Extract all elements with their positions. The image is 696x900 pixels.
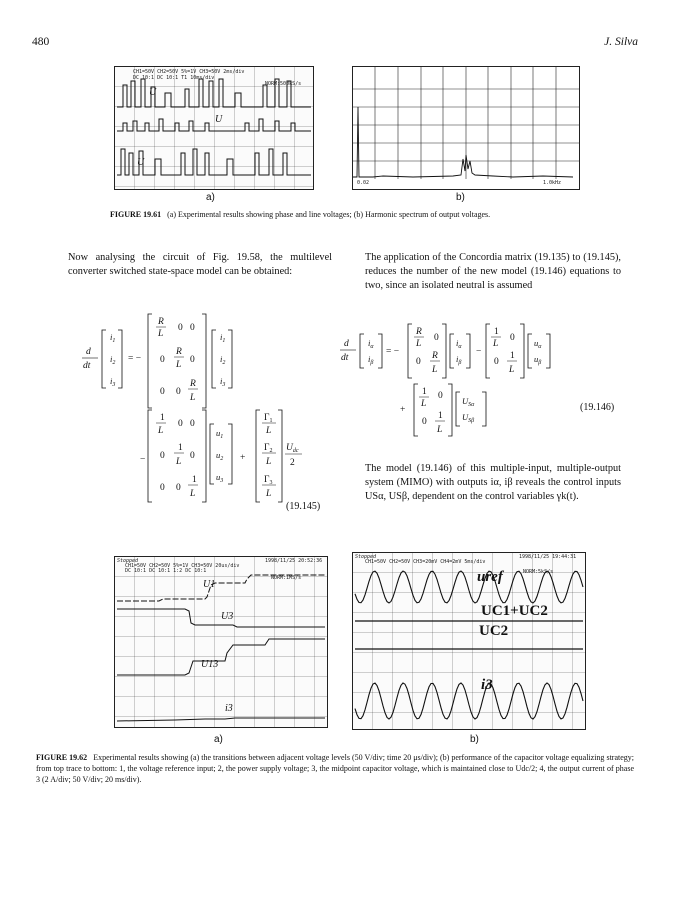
svg-text:1: 1 xyxy=(494,327,499,337)
svg-text:uα: $u_\alpha$ xyxy=(534,338,542,350)
fig62-label-b: b) xyxy=(470,734,479,745)
fig61b-plot xyxy=(353,67,579,189)
fig61-caption-text: (a) Experimental results showing phase and line voltages; (b) Harmonic spectrum of output voltages. xyxy=(167,210,491,219)
fig61b-right-tick: 1.0kHz xyxy=(543,180,562,186)
eq-19-145-number: (19.145) xyxy=(286,501,321,512)
svg-text:R: R xyxy=(432,351,438,361)
svg-text:Γ2: $\Gamma_2$ xyxy=(264,443,273,454)
svg-text:0: 0 xyxy=(190,451,195,461)
svg-text:0: 0 xyxy=(190,355,195,365)
fig62b-label-uc2: UC2 xyxy=(479,623,509,639)
svg-text:L: L xyxy=(190,489,196,499)
fig62b-header: CH1=50V CH2=50V CH3=20mV CH4=2mV 5ms/div xyxy=(365,559,486,565)
fig61a-traces xyxy=(115,67,313,189)
svg-text:0: 0 xyxy=(416,357,421,367)
fig61-spectrum xyxy=(352,66,580,190)
fig61-label-a: a) xyxy=(206,192,215,203)
svg-text:1: 1 xyxy=(438,411,443,421)
svg-text:uβ: $u_\beta$ xyxy=(534,354,542,366)
svg-text:0: 0 xyxy=(434,333,439,343)
svg-text:d: d xyxy=(344,339,349,349)
fig62-caption xyxy=(36,752,634,785)
svg-text:1: 1 xyxy=(422,387,427,397)
svg-text:−: − xyxy=(476,347,482,357)
svg-text:0: 0 xyxy=(190,323,195,333)
svg-text:0: 0 xyxy=(190,419,195,429)
svg-text:L: L xyxy=(416,339,422,349)
svg-text:0: 0 xyxy=(438,391,443,401)
svg-text:i2: $i_2$ xyxy=(110,354,116,366)
fig62a-status: Stopped xyxy=(117,558,139,564)
svg-text:+: + xyxy=(400,405,406,415)
svg-text:L: L xyxy=(437,425,443,435)
svg-text:1: 1 xyxy=(192,475,197,485)
svg-text:L: L xyxy=(493,339,499,349)
fig62b-traces xyxy=(353,553,585,729)
fig61a-label-3: U xyxy=(137,157,145,168)
svg-text:0: 0 xyxy=(176,483,181,493)
equation-19-145 xyxy=(80,312,342,512)
fig62b-date: 1998/11/25 19:44:31 xyxy=(519,554,577,560)
svg-text:0: 0 xyxy=(178,323,183,333)
fig62a-label-u13: U13 xyxy=(201,659,219,670)
fig61a-mode: NORM:500kS/s xyxy=(265,81,302,87)
fig62a-mode: NORM:1MS/s xyxy=(271,575,302,581)
svg-text:R: R xyxy=(416,327,422,337)
fig62b-label-i3: i3 xyxy=(481,677,493,693)
fig62b-status: Stopped xyxy=(355,554,377,560)
svg-text:u1: $u_1$ xyxy=(216,428,224,440)
svg-text:L: L xyxy=(176,457,182,467)
svg-text:L: L xyxy=(266,489,272,499)
right-paragraph-2: The model (19.146) of this multiple-input, multiple-output system (MIMO) with outputs iα, iβ reveals the control inputs USα, USβ, dependent on the control variables γk(t). xyxy=(365,463,621,502)
svg-text:i1: $i_1$ xyxy=(220,332,226,344)
svg-text:−: − xyxy=(140,455,146,465)
svg-text:iα: $i_\alpha$ xyxy=(456,338,462,350)
fig62-caption-label: FIGURE 19.62 xyxy=(36,753,88,762)
svg-text:L: L xyxy=(266,426,272,436)
svg-text:0: 0 xyxy=(176,387,181,397)
fig62a-header: CH1=50V CH2=50V 5%=1V CH3=50V 20us/div xyxy=(125,563,240,569)
svg-text:0: 0 xyxy=(160,387,165,397)
svg-text:R: R xyxy=(176,347,182,357)
fig62a-label-u3: U3 xyxy=(221,611,234,622)
fig61-caption xyxy=(110,209,630,220)
fig62a-sub: DC 10:1 DC 10:1 1:2 DC 10:1 xyxy=(125,568,207,574)
svg-text:0: 0 xyxy=(160,451,165,461)
fig61-scope-a xyxy=(114,66,314,190)
svg-text:USβ: $U_{S\beta}$ xyxy=(462,412,475,424)
svg-text:i3: $i_3$ xyxy=(110,376,116,388)
running-author: J. Silva xyxy=(604,36,638,48)
fig61b-left-tick: 0.02 xyxy=(357,180,370,186)
svg-text:i1: $i_1$ xyxy=(110,332,116,344)
svg-text:L: L xyxy=(158,329,164,339)
fig62-scope-a xyxy=(114,556,328,728)
svg-text:iβ: $i_\beta$ xyxy=(368,354,374,366)
fig62a-label-i3: i3 xyxy=(225,703,233,714)
fig61-caption-label: FIGURE 19.61 xyxy=(110,210,162,219)
svg-text:1: 1 xyxy=(178,443,183,453)
svg-text:L: L xyxy=(432,365,438,375)
svg-text:= −: = − xyxy=(128,354,142,364)
svg-text:0: 0 xyxy=(178,419,183,429)
eq-19-146-number: (19.146) xyxy=(580,402,615,413)
fig62b-mode: NORM:5kS/s xyxy=(523,569,554,575)
fig62b-label-uref: uref xyxy=(477,569,503,585)
right-paragraph-1: The application of the Concordia matrix (19.135) to (19.145), reduces the number of the new model (19.146) equations to two, since an isolated neutral is assumed xyxy=(365,252,621,291)
svg-text:= −: = − xyxy=(386,347,400,357)
fig61-label-b: b) xyxy=(456,192,465,203)
fig62b-label-uc1-uc2: UC1+UC2 xyxy=(481,603,548,619)
svg-text:L: L xyxy=(190,393,196,403)
svg-text:u2: $u_2$ xyxy=(216,450,224,462)
fig61a-label-2: U xyxy=(215,114,223,125)
svg-text:0: 0 xyxy=(510,333,515,343)
equation-19-146 xyxy=(338,322,598,442)
svg-text:1: 1 xyxy=(160,413,165,423)
svg-text:dt: dt xyxy=(83,361,91,371)
svg-text:L: L xyxy=(421,399,427,409)
svg-text:0: 0 xyxy=(160,355,165,365)
fig62-scope-b xyxy=(352,552,586,730)
svg-text:+: + xyxy=(240,453,246,463)
svg-text:Γ3: $\Gamma_3$ xyxy=(264,475,273,486)
svg-text:i2: $i_2$ xyxy=(220,354,226,366)
fig62-caption-text: Experimental results showing (a) the transitions between adjacent voltage levels (50 V/div; time 20 μs/div); (b) performance of the capacitor voltage equalizing strategy; from top trace to bottom: 1, the voltage reference input; 2, the power supply voltage; 3, the midpoint capacitor voltage, which is maintained close to Udc/2; 4, the output current of phase 3 (2 A/div; 50 V/div; 20 ms/div). xyxy=(36,753,635,784)
svg-text:d: d xyxy=(86,347,91,357)
svg-text:0: 0 xyxy=(422,417,427,427)
svg-text:dt: dt xyxy=(341,353,349,363)
svg-text:L: L xyxy=(509,365,515,375)
fig62-label-a: a) xyxy=(214,734,223,745)
svg-text:u3: $u_3$ xyxy=(216,472,224,484)
svg-text:R: R xyxy=(158,317,164,327)
fig62a-traces xyxy=(115,557,327,727)
svg-text:R: R xyxy=(190,379,196,389)
fig61a-header: CH1=50V CH2=50V 5%=1V CH3=50V 2ms/div xyxy=(133,69,245,75)
svg-text:L: L xyxy=(158,426,164,436)
svg-text:Γ1: $\Gamma_1$ xyxy=(264,413,273,424)
fig61a-label-1: U xyxy=(149,87,157,98)
svg-text:L: L xyxy=(176,360,182,370)
left-paragraph: Now analysing the circuit of Fig. 19.58, the multilevel converter switched state-space model can be obtained: xyxy=(68,252,332,277)
svg-text:0: 0 xyxy=(494,357,499,367)
svg-text:iβ: $i_\beta$ xyxy=(456,354,462,366)
svg-text:i3: $i_3$ xyxy=(220,376,226,388)
svg-text:L: L xyxy=(266,457,272,467)
svg-text:USα: $U_{S\alpha}$ xyxy=(462,396,475,408)
svg-text:Udc: $U_{dc}$ xyxy=(286,443,299,454)
fig62a-date: 1998/11/25 20:52:36 xyxy=(265,558,323,564)
svg-text:iα: $i_\alpha$ xyxy=(368,338,374,350)
fig61a-sub: DC 10:1 DC 10:1 T1 10ms/div xyxy=(133,75,215,81)
page-number: 480 xyxy=(32,36,50,48)
svg-text:2: 2 xyxy=(290,458,295,468)
fig62a-label-u1: U1 xyxy=(203,579,216,590)
svg-text:0: 0 xyxy=(160,483,165,493)
svg-text:1: 1 xyxy=(510,351,515,361)
